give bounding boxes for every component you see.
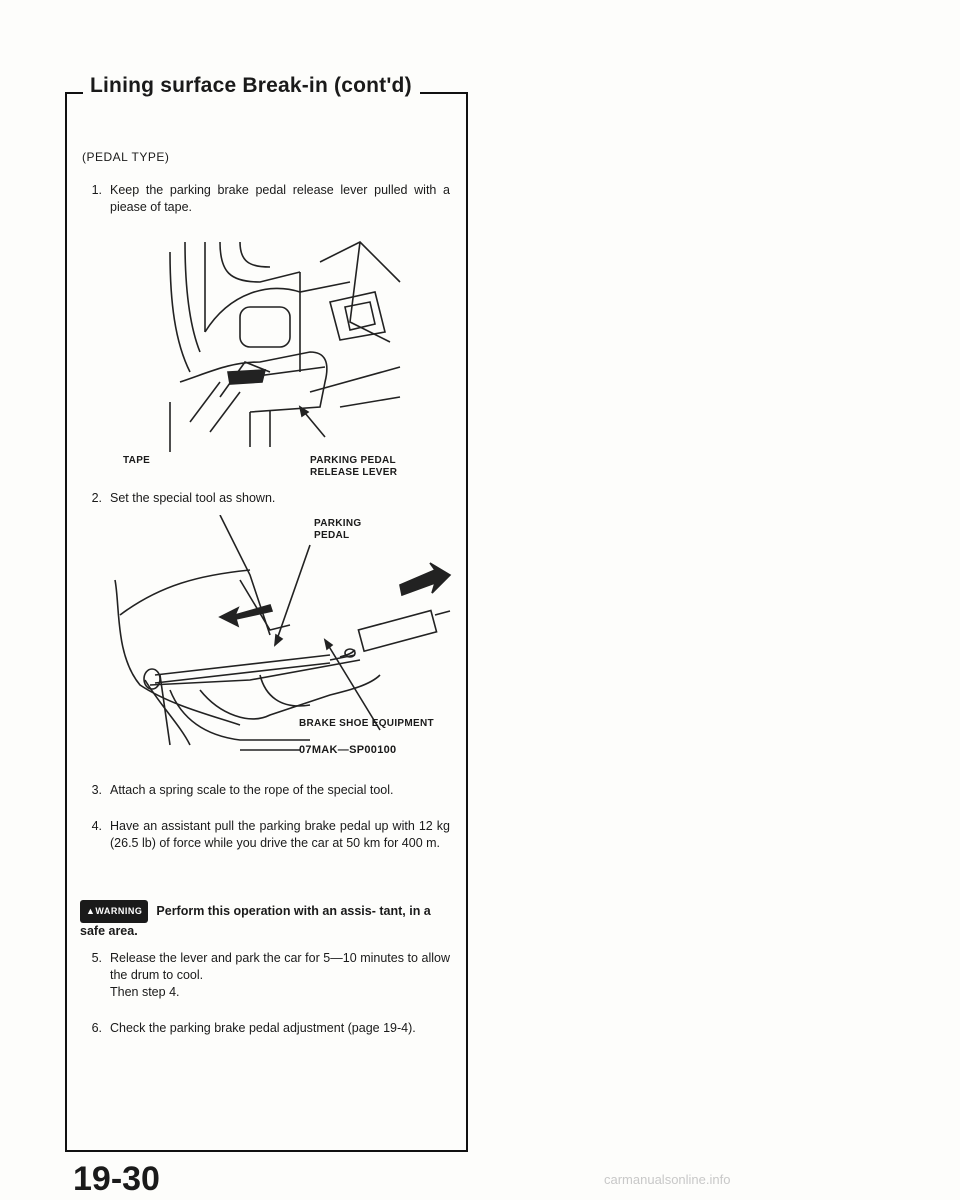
footer-watermark: carmanualsonline.info: [604, 1172, 731, 1187]
tape-label: TAPE: [123, 455, 151, 466]
frame-top-right: [420, 92, 468, 94]
step-1: [80, 182, 450, 216]
frame-bottom: [65, 1150, 468, 1152]
step-3: [80, 782, 450, 799]
step-text: Check the parking brake pedal adjustment (page 19-4).: [110, 1021, 416, 1035]
frame-right: [466, 92, 468, 1152]
step-text: Set the special tool as shown.: [110, 491, 276, 505]
step-text: Have an assistant pull the parking brake pedal up with 12 kg (26.5 lb) of force while you drive the car at 50 km for 400 m.: [110, 819, 450, 850]
warning-text: Perform this operation with an assis- tant, in a safe area.: [80, 904, 431, 938]
frame-top-left: [65, 92, 83, 94]
step-text: Release the lever and park the car for 5—10 minutes to allow the drum to cool. Then step 4.: [110, 951, 450, 999]
step-5: [80, 950, 450, 1001]
warning-note: [80, 900, 452, 940]
page-number: 19-30: [73, 1160, 160, 1198]
page-title: Lining surface Break-in (cont'd): [90, 74, 412, 97]
figure-release-lever: [150, 222, 410, 452]
brake-shoe-equipment-label: BRAKE SHOE EQUIPMENT: [299, 718, 434, 729]
step-number: 3.: [91, 783, 102, 797]
step-number: 2.: [91, 491, 102, 505]
step-4: [80, 818, 450, 852]
step-number: 6.: [91, 1021, 102, 1035]
step-2: [80, 490, 450, 507]
release-lever-illustration: [150, 222, 410, 452]
step-number: 4.: [91, 819, 102, 833]
release-lever-label: PARKING PEDAL RELEASE LEVER: [310, 455, 398, 478]
frame-left: [65, 92, 67, 1152]
step-text: Attach a spring scale to the rope of the special tool.: [110, 783, 394, 797]
tool-number-label: 07MAK—SP00100: [299, 744, 397, 756]
section-heading: (PEDAL TYPE): [82, 150, 170, 164]
step-6: [80, 1020, 450, 1037]
step-number: 5.: [91, 951, 102, 965]
step-number: 1.: [91, 183, 102, 197]
step-text: Keep the parking brake pedal release lever pulled with a piease of tape.: [110, 183, 450, 214]
parking-pedal-label: PARKING PEDAL: [314, 518, 362, 541]
warning-badge: ▲WARNING: [80, 900, 148, 923]
